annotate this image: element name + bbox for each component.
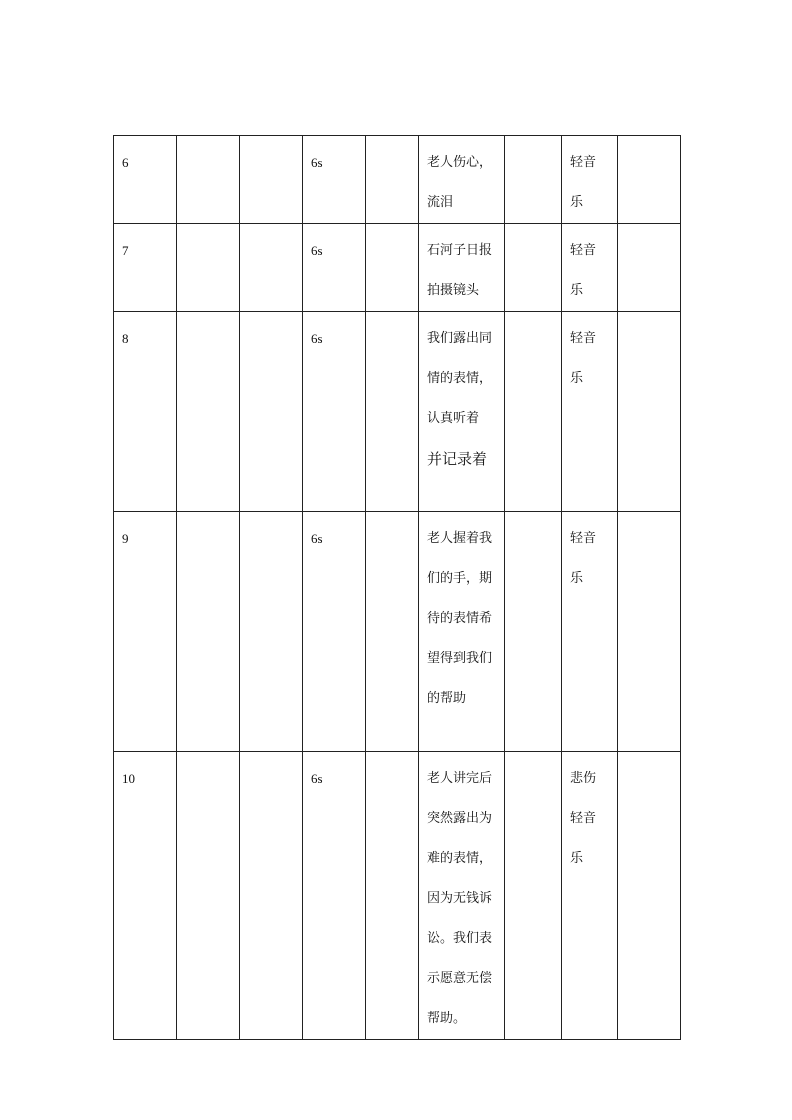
empty-cell <box>618 224 681 312</box>
music-cell <box>562 312 618 512</box>
empty-cell <box>505 224 562 312</box>
empty-cell <box>618 512 681 752</box>
empty-cell <box>618 312 681 512</box>
content-line: 情的表情， <box>427 371 493 386</box>
content-line: 望得到我们 <box>427 651 493 666</box>
content-line: 流泪 <box>427 195 454 210</box>
duration-cell <box>303 312 366 512</box>
table-row <box>114 224 681 312</box>
content-cell <box>419 512 505 752</box>
music-line: 轻音 <box>570 331 597 346</box>
shot-duration: 6s <box>311 531 323 546</box>
storyboard-table <box>113 135 681 1040</box>
music-line: 轻音 <box>570 243 597 258</box>
duration-cell <box>303 512 366 752</box>
content-line: 突然露出为 <box>427 811 493 826</box>
table-row <box>114 136 681 224</box>
empty-cell <box>366 224 419 312</box>
music-cell <box>562 752 618 1040</box>
empty-cell <box>366 752 419 1040</box>
shot-number: 10 <box>122 771 135 786</box>
content-line: 难的表情， <box>427 851 493 866</box>
content-line: 认真听着 <box>427 411 480 426</box>
empty-cell <box>177 752 240 1040</box>
empty-cell <box>618 752 681 1040</box>
shot-number-cell <box>114 512 177 752</box>
empty-cell <box>618 136 681 224</box>
empty-cell <box>240 224 303 312</box>
music-line: 悲伤 <box>570 771 597 786</box>
content-cell <box>419 752 505 1040</box>
empty-cell <box>505 312 562 512</box>
music-line: 乐 <box>570 283 584 298</box>
content-cell <box>419 136 505 224</box>
shot-duration: 6s <box>311 155 323 170</box>
empty-cell <box>366 512 419 752</box>
duration-cell <box>303 752 366 1040</box>
content-line: 拍摄镜头 <box>427 283 480 298</box>
empty-cell <box>240 312 303 512</box>
empty-cell <box>505 512 562 752</box>
empty-cell <box>505 752 562 1040</box>
content-line: 我们露出同 <box>427 331 493 346</box>
music-line: 乐 <box>570 371 584 386</box>
empty-cell <box>240 136 303 224</box>
content-line: 示愿意无偿 <box>427 971 493 986</box>
shot-number: 6 <box>122 155 129 170</box>
shot-number: 9 <box>122 531 129 546</box>
shot-number-cell <box>114 136 177 224</box>
music-line: 轻音 <box>570 155 597 170</box>
music-line: 轻音 <box>570 811 597 826</box>
empty-cell <box>240 512 303 752</box>
content-cell <box>419 312 505 512</box>
music-line: 轻音 <box>570 531 597 546</box>
music-cell <box>562 512 618 752</box>
content-line: 的帮助 <box>427 691 467 706</box>
shot-duration: 6s <box>311 243 323 258</box>
content-line: 并记录着 <box>427 450 488 468</box>
content-line: 讼。我们表 <box>427 931 493 946</box>
empty-cell <box>177 312 240 512</box>
empty-cell <box>177 136 240 224</box>
duration-cell <box>303 136 366 224</box>
content-line: 帮助。 <box>427 1011 467 1026</box>
music-cell <box>562 224 618 312</box>
table-row <box>114 512 681 752</box>
shot-number: 8 <box>122 331 129 346</box>
table-row <box>114 312 681 512</box>
content-line: 因为无钱诉 <box>427 891 493 906</box>
empty-cell <box>366 312 419 512</box>
content-line: 老人伤心， <box>427 155 493 170</box>
music-line: 乐 <box>570 851 584 866</box>
content-line: 石河子日报 <box>427 243 493 258</box>
content-line: 待的表情希 <box>427 611 493 626</box>
shot-number-cell <box>114 752 177 1040</box>
shot-number-cell <box>114 224 177 312</box>
content-line: 们的手，期 <box>427 571 493 586</box>
content-line: 老人握着我 <box>427 531 493 546</box>
shot-number-cell <box>114 312 177 512</box>
music-line: 乐 <box>570 571 584 586</box>
shot-duration: 6s <box>311 771 323 786</box>
music-cell <box>562 136 618 224</box>
duration-cell <box>303 224 366 312</box>
empty-cell <box>240 752 303 1040</box>
content-cell <box>419 224 505 312</box>
empty-cell <box>366 136 419 224</box>
empty-cell <box>505 136 562 224</box>
music-line: 乐 <box>570 195 584 210</box>
shot-duration: 6s <box>311 331 323 346</box>
content-line: 老人讲完后 <box>427 771 493 786</box>
empty-cell <box>177 224 240 312</box>
shot-number: 7 <box>122 243 129 258</box>
empty-cell <box>177 512 240 752</box>
table-row <box>114 752 681 1040</box>
